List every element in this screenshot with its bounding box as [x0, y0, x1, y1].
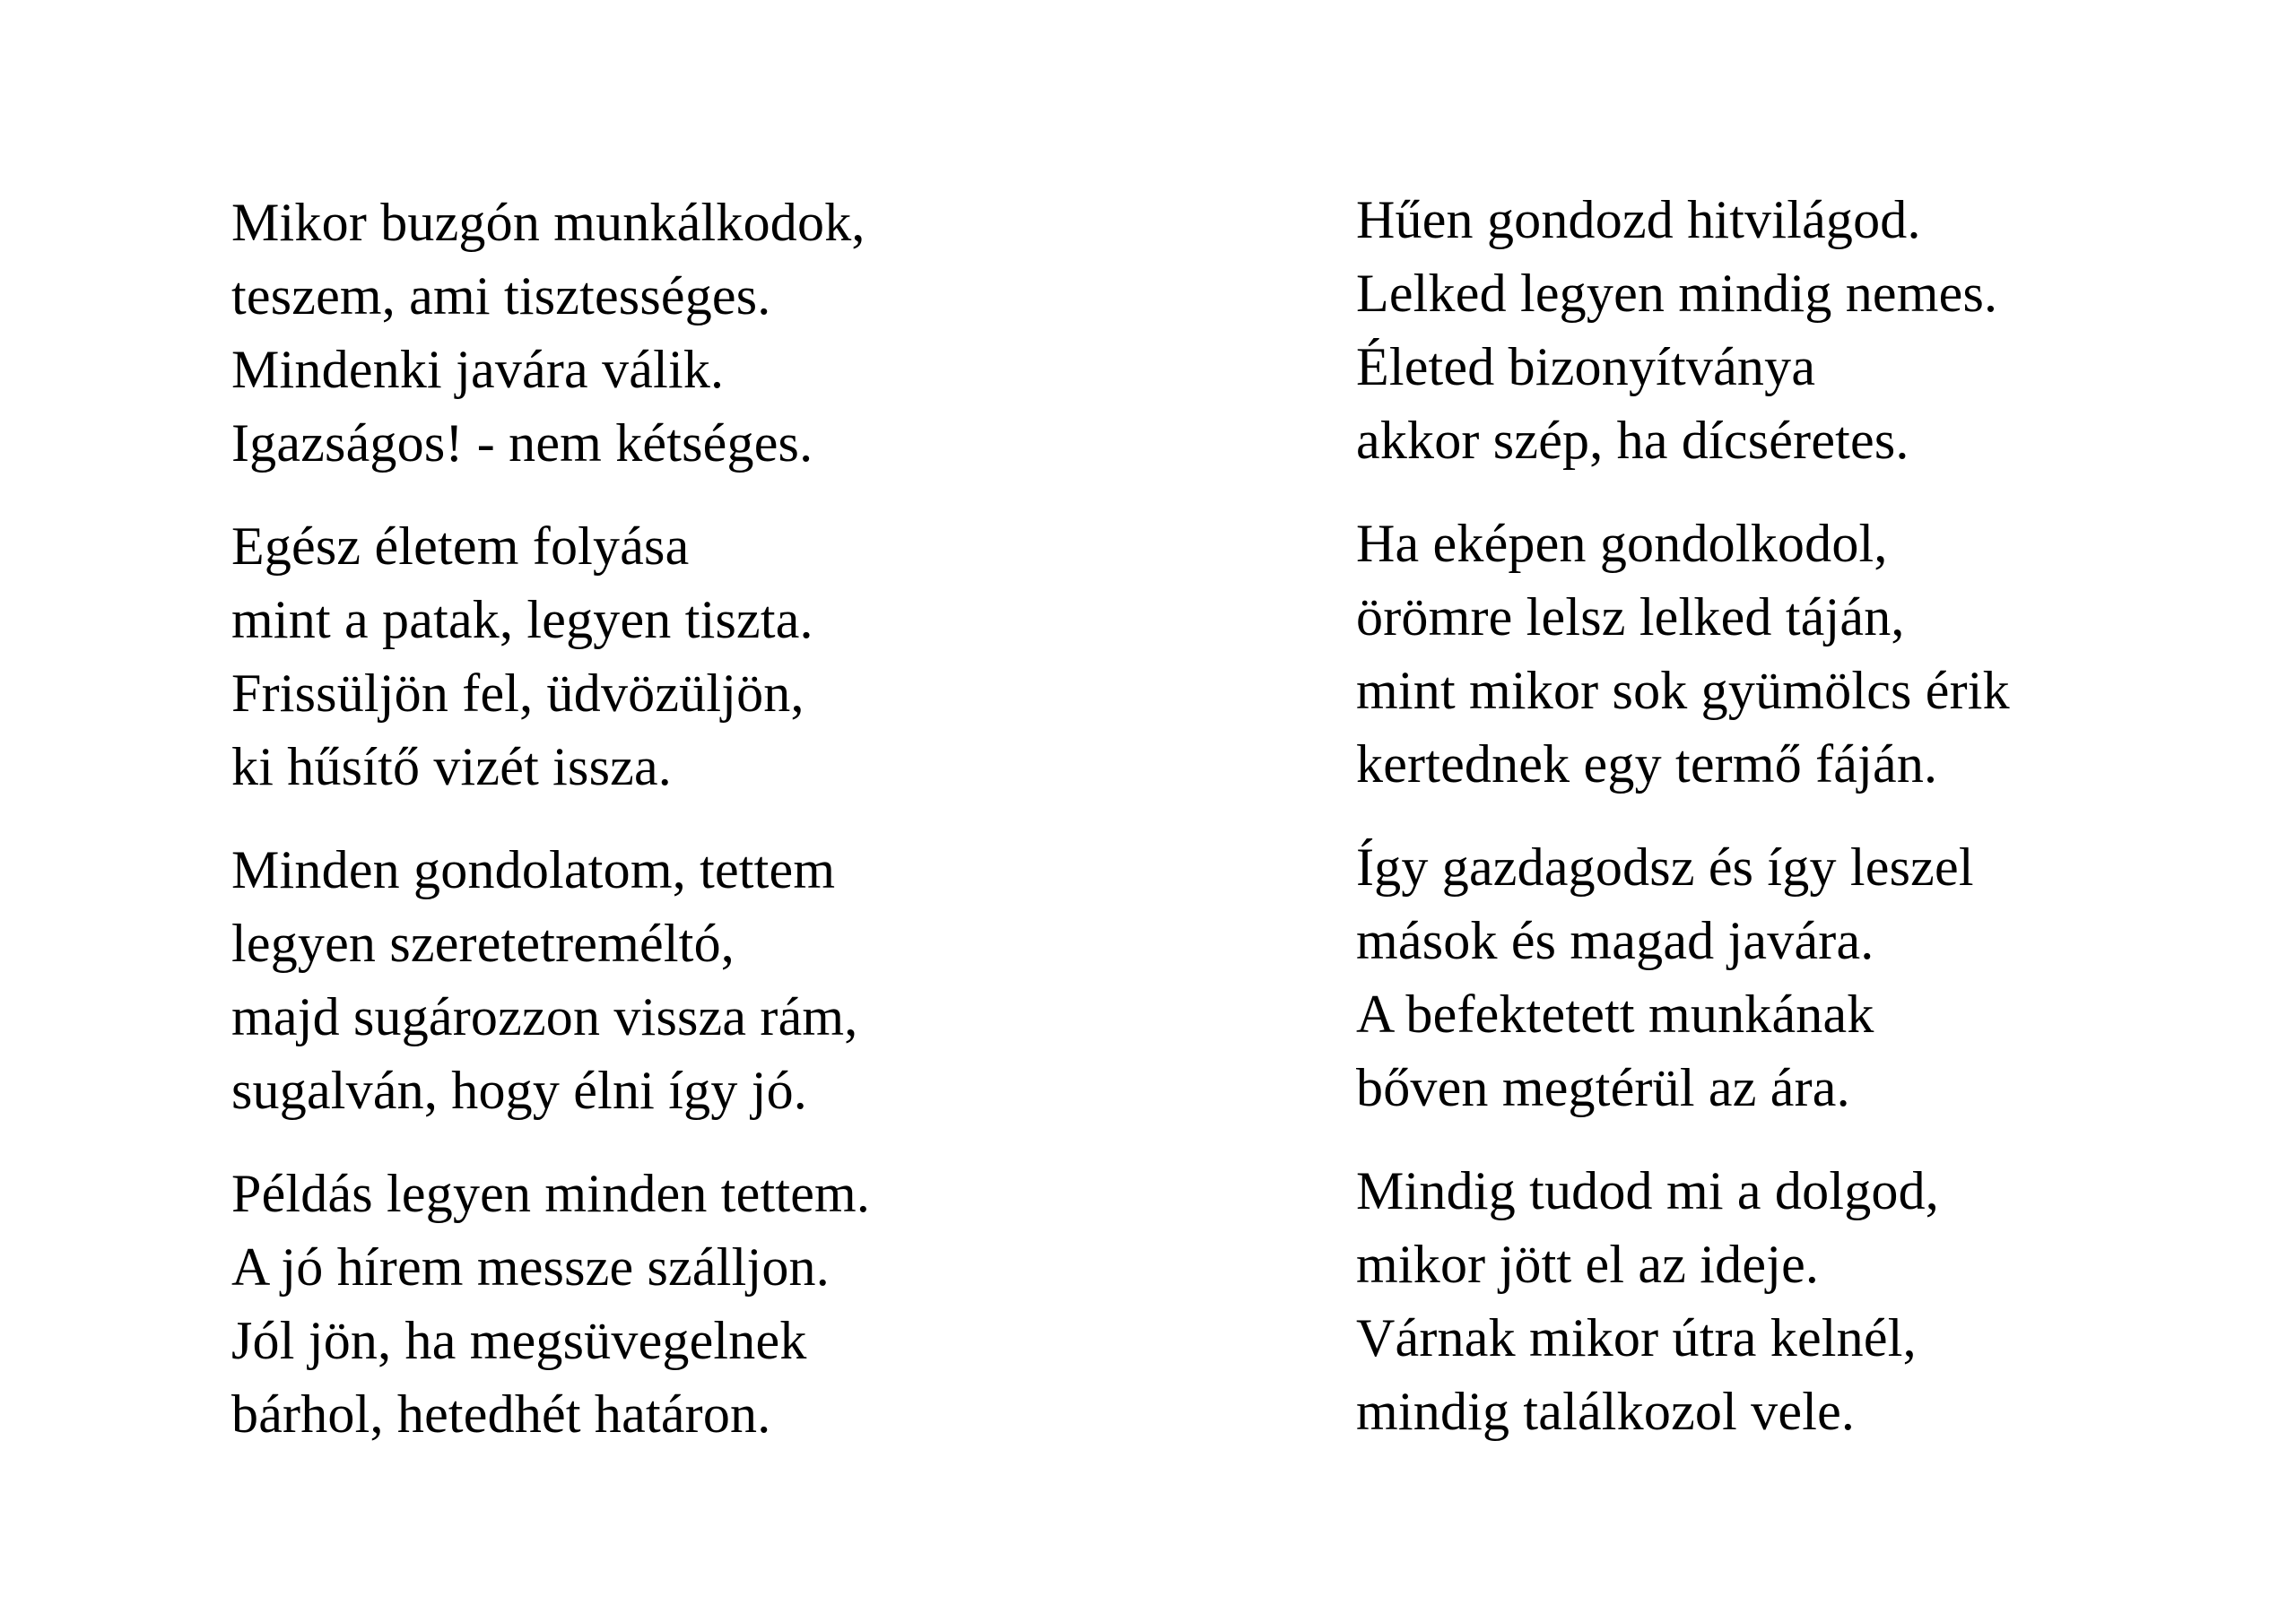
- poem-line: Igazságos! - nem kétséges.: [231, 413, 813, 473]
- stanza-right-4: [1356, 1154, 2296, 1448]
- stanza-right-1: [1356, 183, 2296, 477]
- poem-line: Jól jön, ha megsüvegelnek: [231, 1311, 807, 1370]
- poem-line: bárhol, hetedhét határon.: [231, 1384, 771, 1444]
- poem-line: bőven megtérül az ára.: [1356, 1058, 1850, 1117]
- poem-line: Ha eképen gondolkodol,: [1356, 514, 1888, 573]
- poem-line: teszem, ami tisztességes.: [231, 266, 771, 325]
- poem-line: legyen szeretetreméltó,: [231, 914, 735, 973]
- stanza-left-1: [231, 186, 1218, 480]
- poem-line: Így gazdagodsz és így leszel: [1356, 838, 1974, 897]
- stanza-right-3: [1356, 830, 2296, 1124]
- poem-line: örömre lelsz lelked táján,: [1356, 587, 1905, 647]
- poem-column-right: [1356, 183, 2296, 1448]
- poem-line: Példás legyen minden tettem.: [231, 1164, 871, 1223]
- poem-line: akkor szép, ha dícséretes.: [1356, 411, 1909, 470]
- poem-line: Minden gondolatom, tettem: [231, 840, 836, 899]
- poem-line: Frissüljön fel, üdvözüljön,: [231, 664, 804, 723]
- stanza-left-4: [231, 1157, 1218, 1451]
- poem-line: kertednek egy termő fáján.: [1356, 734, 1938, 794]
- poem-line: Mindenki javára válik.: [231, 340, 725, 399]
- poem-line: Hűen gondozd hitvilágod.: [1356, 190, 1921, 249]
- poem-line: Várnak mikor útra kelnél,: [1356, 1308, 1917, 1367]
- poem-line: mások és magad javára.: [1356, 911, 1874, 970]
- poem-line: mint a patak, legyen tiszta.: [231, 590, 813, 649]
- stanza-left-3: [231, 833, 1218, 1127]
- poem-column-left: [231, 186, 1218, 1451]
- stanza-left-2: [231, 509, 1218, 803]
- poem-line: sugalván, hogy élni így jó.: [231, 1061, 807, 1120]
- stanza-right-2: [1356, 507, 2296, 801]
- poem-line: majd sugározzon vissza rám,: [231, 987, 858, 1046]
- poem-line: Mikor buzgón munkálkodok,: [231, 193, 865, 252]
- poem-line: mint mikor sok gyümölcs érik: [1356, 661, 2010, 720]
- poem-line: Mindig tudod mi a dolgod,: [1356, 1161, 1939, 1220]
- poem-line: Életed bizonyítványa: [1356, 337, 1816, 396]
- poem-line: Lelked legyen mindig nemes.: [1356, 264, 1998, 323]
- poem-line: A befektetett munkának: [1356, 985, 1874, 1044]
- poem-line: A jó hírem messze szálljon.: [231, 1237, 830, 1297]
- poem-line: Egész életem folyása: [231, 516, 690, 576]
- poem-line: ki hűsítő vizét issza.: [231, 737, 672, 796]
- poem-line: mikor jött el az ideje.: [1356, 1235, 1820, 1294]
- poem-line: mindig találkozol vele.: [1356, 1382, 1856, 1441]
